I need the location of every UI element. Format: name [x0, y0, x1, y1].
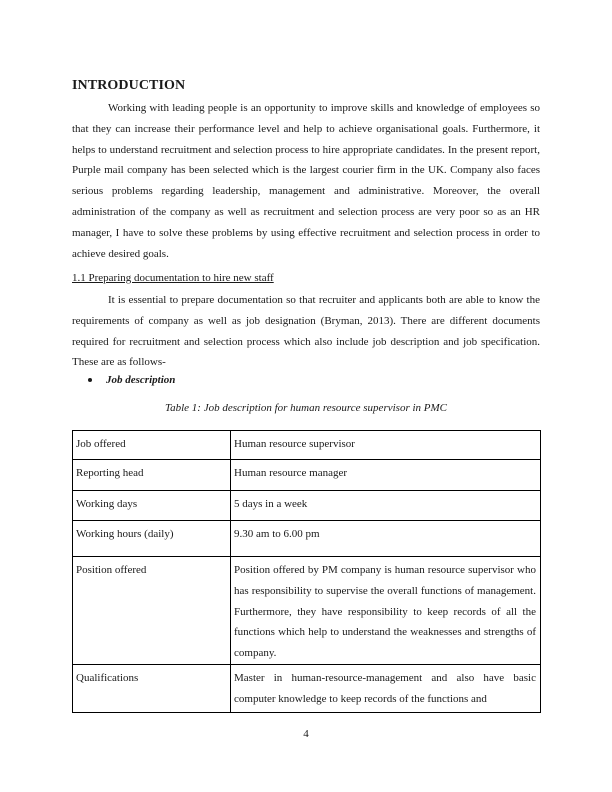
bullet-icon: [88, 378, 92, 382]
table-row: [73, 664, 541, 712]
subsection-heading: 1.1 Preparing documentation to hire new staff: [72, 272, 274, 284]
table-value-cell: Master in human-resource-management and also have basic computer knowledge to keep records of the functions and: [231, 664, 541, 712]
bullet-item-job-description: [88, 374, 175, 386]
table-value-cell: 9.30 am to 6.00 pm: [231, 521, 541, 557]
table-value-cell: Position offered by PM company is human resource supervisor who has responsibility to supervise the overall functions of management. Furthermore, they have responsibility to keep records of all the functions which help to understand the weaknesses and strengths of company.: [231, 557, 541, 665]
subsection-paragraph: It is essential to prepare documentation so that recruiter and applicants both are able to know the requirements of company as well as job designation (Bryman, 2013). There are different documents required for recruitment and selection process which also include job description and job specification. These are as follows-: [72, 294, 540, 369]
table-key-cell: Qualifications: [73, 664, 231, 712]
table-row: [73, 557, 541, 665]
table-row: [73, 491, 541, 521]
table-value-cell: 5 days in a week: [231, 491, 541, 521]
page-number: 4: [303, 728, 309, 740]
table-row: [73, 431, 541, 460]
section-title: INTRODUCTION: [72, 78, 186, 93]
table-key-cell: Reporting head: [73, 460, 231, 491]
table-caption: Table 1: Job description for human resource supervisor in PMC: [164, 402, 447, 414]
table-key-cell: Working hours (daily): [73, 521, 231, 557]
intro-paragraph: Working with leading people is an opportunity to improve skills and knowledge of employees so that they can increase their performance level and help to achieve organisational goals. Furthermore, it helps to understand recruitment and selection process to hire appropriate candidates. In the present report, Purple mail company has been selected which is the largest courier firm in the UK. Company also faces serious problems regarding leadership, management and administrative. Moreover, the overall administration of the company as well as recruitment and selection process are very poor so as an HR manager, I have to solve these problems by using effective recruitment and selection process in order to achieve desired goals.: [72, 102, 540, 260]
bullet-label: Job description: [106, 374, 176, 386]
table-row: [73, 460, 541, 491]
job-description-table: [72, 430, 541, 713]
table-key-cell: Job offered: [73, 431, 231, 460]
table-key-cell: Working days: [73, 491, 231, 521]
table-value-cell: Human resource supervisor: [231, 431, 541, 460]
table-value-cell: Human resource manager: [231, 460, 541, 491]
table-key-cell: Position offered: [73, 557, 231, 665]
table-row: [73, 521, 541, 557]
